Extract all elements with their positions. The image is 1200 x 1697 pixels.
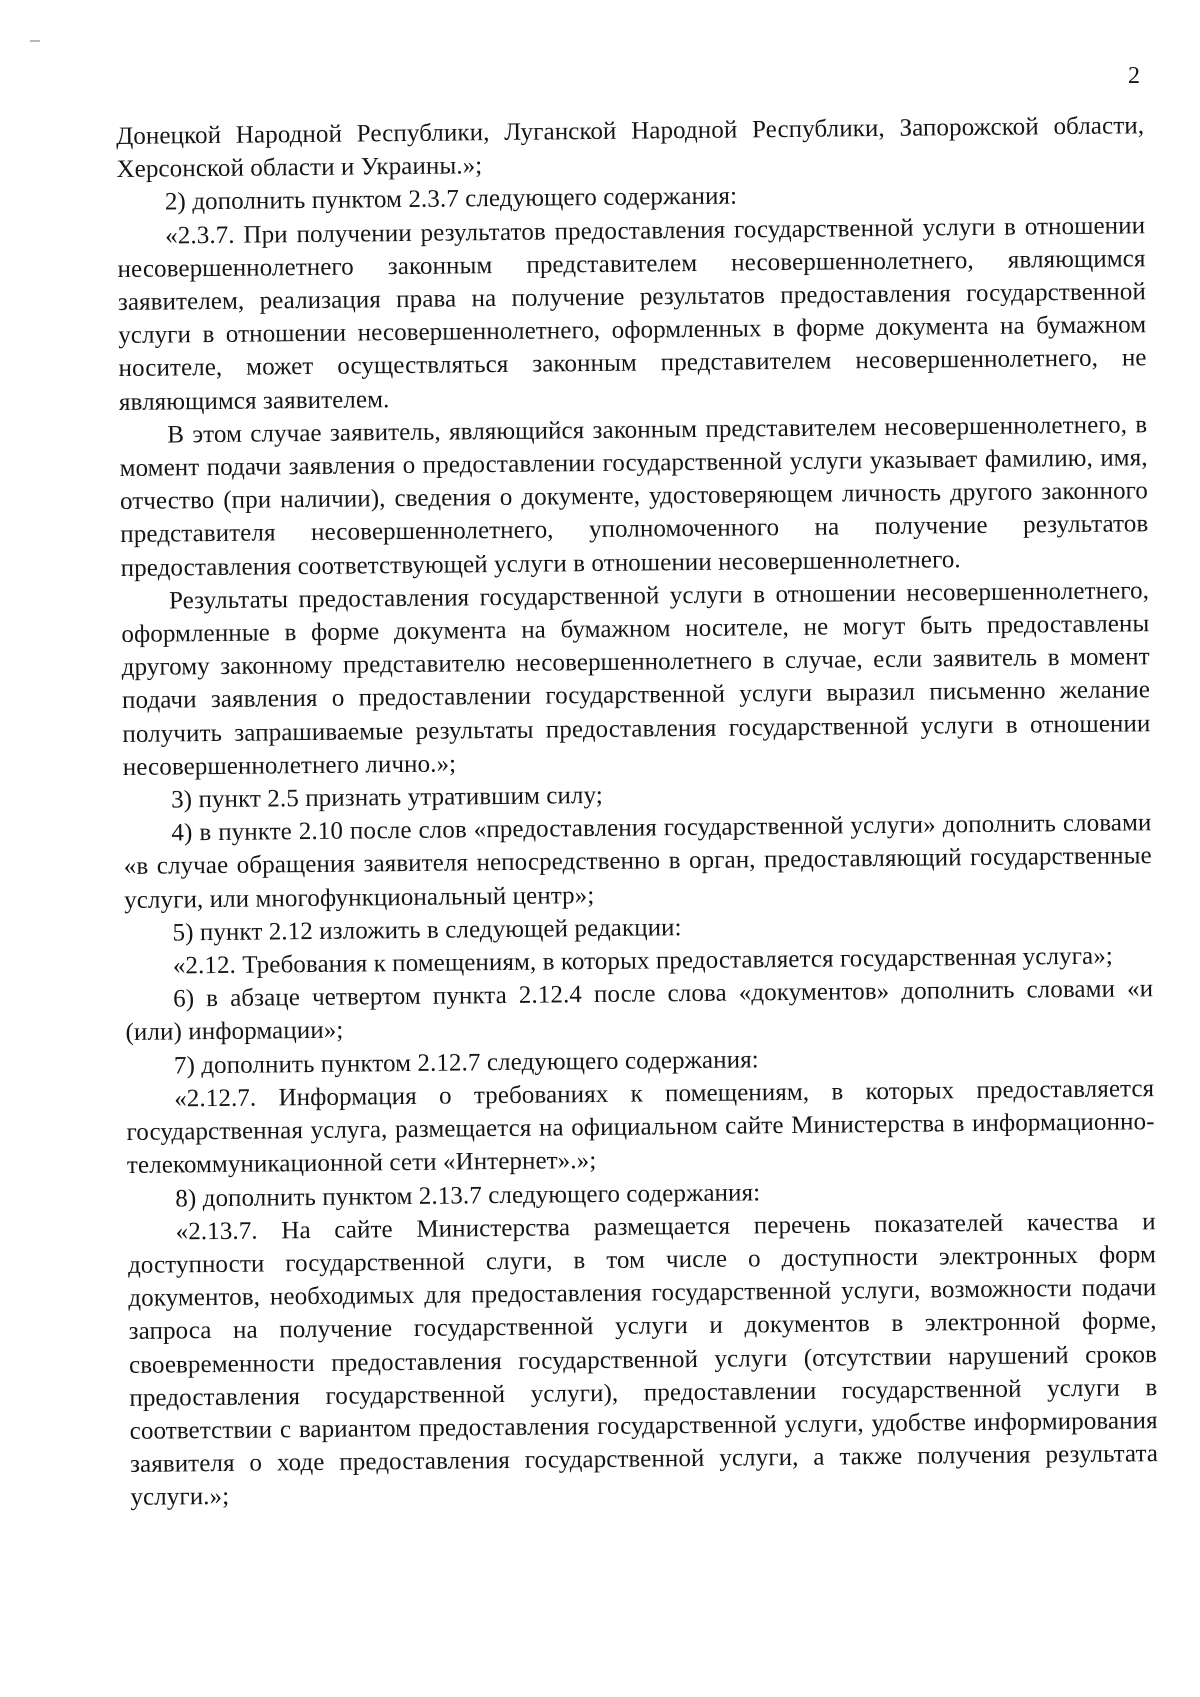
paragraph-2-3-7-second: В этом случае заявитель, являющийся законным представителем несовершеннолетнего, в момент подачи заявления о предоставлении государственной услуги указывает фамилию, имя, отчество (при наличии), сведения о документе, удостоверяющем личность другого законного представителя несовершеннолетнего, уполномоченного на получение результатов предоставления соответствующей услуги в отношении несовершеннолетнего. bbox=[119, 411, 1149, 582]
paragraph-item-3: 3) пункт 2.5 признать утратившим силу; bbox=[170, 782, 603, 814]
paragraph-item-6: 6) в абзаце четвертом пункта 2.12.4 после слова «документов» дополнить словами «и (или) информации»; bbox=[125, 975, 1154, 1047]
paragraph-2-3-7: «2.3.7. При получении результатов предоставления государственной услуги в отношении несовершеннолетнего законным представителем несовершеннолетнего, являющимся заявителем, реализация права на получение результатов предоставления государственной услуги в отношении несовершеннолетнего, оформленных в форме документа на бумажном носителе, может осуществляться законным представителем несовершеннолетнего, не являющимся заявителем. bbox=[117, 211, 1147, 416]
paragraph-continuation: Донецкой Народной Республики, Луганской Народной Республики, Запорожской области, Херсонской области и Украины.»; bbox=[116, 112, 1145, 184]
paragraph-item-2: 2) дополнить пунктом 2.3.7 следующего содержания: bbox=[164, 182, 738, 216]
paragraph-item-8: 8) дополнить пунктом 2.13.7 следующего содержания: bbox=[175, 1178, 761, 1212]
paragraph-2-13-7: «2.13.7. На сайте Министерства размещается перечень показателей качества и доступности государственной слуги, в том числе о доступности электронных форм документов, необходимых для предоставления государственной услуги, возможности подачи запроса на получение государственной услуги и документов в электронной форме, своевременности предоставления государственной услуги (отсутствии нарушений сроков предоставления государственной услуги), предоставлении государственной услуги в соответствии с вариантом предоставления государственной услуги, удобстве информирования заявителя о ходе предоставления государственной услуги, а также получения результата услуги.»; bbox=[127, 1207, 1159, 1512]
page-number: 2 bbox=[1128, 63, 1140, 89]
scan-artifact bbox=[30, 40, 40, 42]
document-body bbox=[116, 109, 1159, 1514]
paragraph-item-4: 4) в пункте 2.10 после слов «предоставления государственной услуги» дополнить словами «в случае обращения заявителя непосредственно в орган, предоставляющий государственные услуги, или многофункциональный центр»; bbox=[123, 809, 1152, 914]
paragraph-item-7: 7) дополнить пунктом 2.12.7 следующего содержания: bbox=[173, 1046, 759, 1080]
paragraph-2-12-7: «2.12.7. Информация о требованиях к помещениям, в которых предоставляется государственная услуга, размещается на официальном сайте Министерства в информационно-телекоммуникационной сети «Интернет».»; bbox=[126, 1075, 1155, 1180]
paragraph-2-3-7-third: Результаты предоставления государственной услуги в отношении несовершеннолетнего, оформленные в форме документа на бумажном носителе, не могут быть предоставлены другому законному представителю несовершеннолетнего в случае, если заявитель в момент подачи заявления о предоставлении государственной услуги выразил письменно желание получить запрашиваемые результаты предоставления государственной услуги в отношении несовершеннолетнего лично.»; bbox=[121, 577, 1151, 781]
paragraph-item-5: 5) пункт 2.12 изложить в следующей редакции: bbox=[172, 913, 682, 947]
paragraph-2-12: «2.12. Требования к помещениям, в которых предоставляется государственная услуга»; bbox=[172, 942, 1114, 980]
